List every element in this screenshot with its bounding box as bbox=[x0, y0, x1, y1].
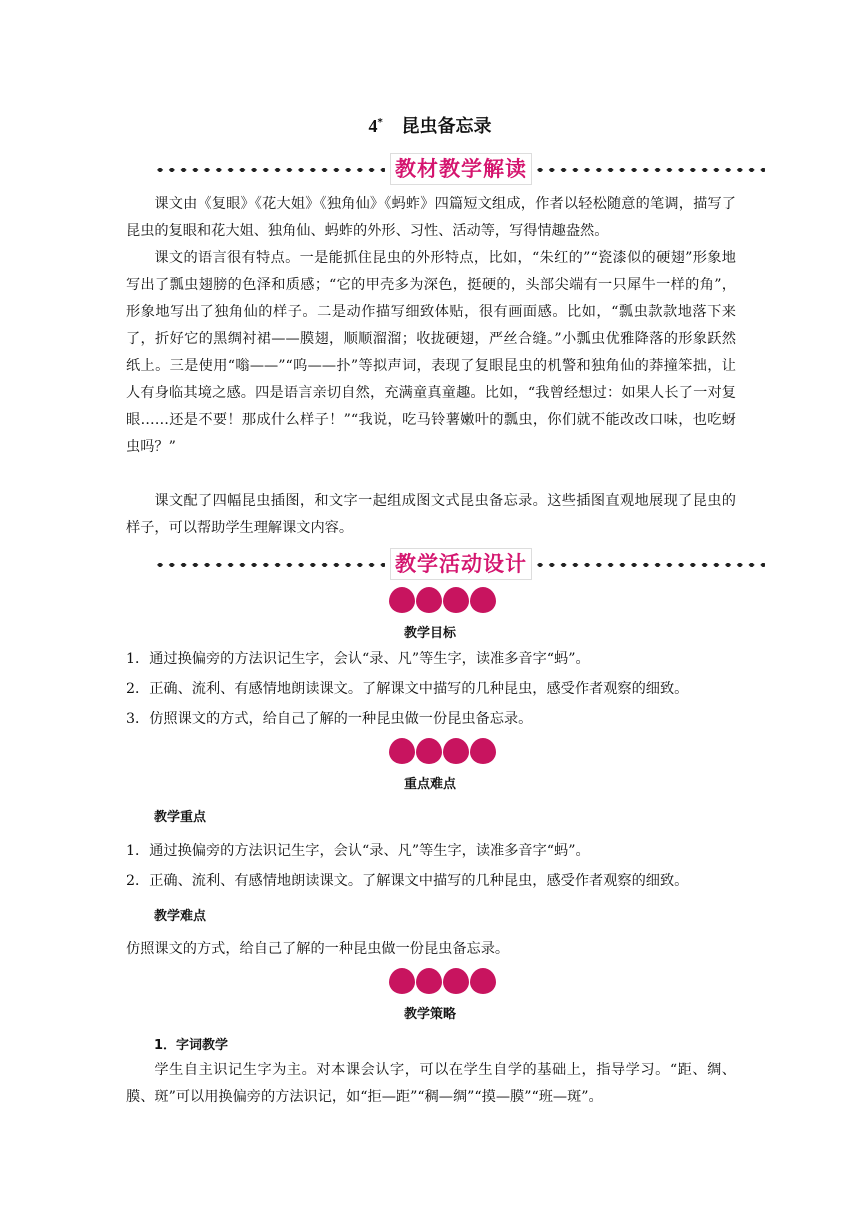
focus-item: 2．正确、流利、有感情地朗读课文。了解课文中描写的几种昆虫，感受作者观察的细致。 bbox=[126, 873, 689, 889]
goal-item: 3．仿照课文的方式，给自己了解的一种昆虫做一份昆虫备忘录。 bbox=[126, 711, 533, 727]
reading-paragraph-3: 课文配了四幅昆虫插图，和文字一起组成图文式昆虫备忘录。这些插图直观地展现了昆虫的样子，可以帮助学生理解课文内容。 bbox=[126, 493, 736, 536]
strategy-paragraph-1: 学生自主识记生字为主。对本课会认字，可以在学生自学的基础上，指导学习。“距、绸、膜、斑”可以用换偏旁的方法识记，如“拒—距”“稠—绸”“摸—膜”“班—斑”。 bbox=[126, 1062, 736, 1105]
section-banner-reading: 教材教学解读 bbox=[390, 153, 532, 185]
section-divider-reading bbox=[157, 153, 765, 185]
key-points-heading: 重点难点 bbox=[403, 777, 456, 792]
goal-item: 1．通过换偏旁的方法识记生字，会认“录、凡”等生字，读准多音字“蚂”。 bbox=[126, 651, 590, 667]
reading-paragraph-1: 课文由《复眼》《花大姐》《独角仙》《蚂蚱》四篇短文组成，作者以轻松随意的笔调，描写了昆虫的复眼和花大姐、独角仙、蚂蚱的外形、习性、活动等，写得情趣盎然。 bbox=[126, 196, 736, 239]
page-title bbox=[0, 112, 860, 138]
reading-paragraph-2: 课文的语言很有特点。一是能抓住昆虫的外形特点，比如，“朱红的”“瓷漆似的硬翅”形象地写出了瓢虫翅膀的色泽和质感；“它的甲壳多为深色，挺硬的，头部尖端有一只犀牛一样的角”，形象地写出了独角仙的样子。二是动作描写细致体贴，很有画面感。比如，“瓢虫款款地落下来了，折好它的黑绸衬裙——膜翅，顺顺溜溜；收拢硬翅，严丝合缝。”小瓢虫优雅降落的形象跃然纸上。三是使用“嗡——”“呜——扑”等拟声词，表现了复眼昆虫的机警和独角仙的莽撞笨拙，让人有身临其境之感。四是语言亲切自然，充满童真童趣。比如，“我曾经想过：如果人长了一对复眼……还是不要！那成什么样子！”“我说，吃马铃薯嫩叶的瓢虫，你们就不能改改口味，也吃蚜虫吗？” bbox=[126, 250, 736, 455]
focus-label: 教学重点 bbox=[154, 810, 207, 825]
divider-dots-left bbox=[157, 563, 385, 567]
section-banner-activity: 教学活动设计 bbox=[390, 548, 532, 580]
divider-dots-left bbox=[157, 168, 385, 172]
goals-heading: 教学目标 bbox=[403, 626, 456, 641]
lesson-mark: * bbox=[377, 117, 383, 128]
focus-item: 1．通过换偏旁的方法识记生字，会认“录、凡”等生字，读准多音字“蚂”。 bbox=[126, 843, 590, 859]
goal-item: 2．正确、流利、有感情地朗读课文。了解课文中描写的几种昆虫，感受作者观察的细致。 bbox=[126, 681, 689, 697]
lesson-number: 4 bbox=[368, 116, 378, 136]
four-petal-icon bbox=[389, 736, 499, 766]
strategy-heading: 教学策略 bbox=[403, 1007, 456, 1022]
difficulty-label: 教学难点 bbox=[154, 909, 207, 924]
lesson-title: 昆虫备忘录 bbox=[401, 116, 492, 137]
section-divider-activity bbox=[157, 548, 765, 580]
four-petal-icon bbox=[389, 966, 499, 996]
strategy-subheading: 1．字词教学 bbox=[154, 1038, 229, 1053]
divider-dots-right bbox=[537, 563, 765, 567]
divider-dots-right bbox=[537, 168, 765, 172]
difficulty-text: 仿照课文的方式，给自己了解的一种昆虫做一份昆虫备忘录。 bbox=[126, 941, 510, 957]
four-petal-icon bbox=[389, 585, 499, 615]
